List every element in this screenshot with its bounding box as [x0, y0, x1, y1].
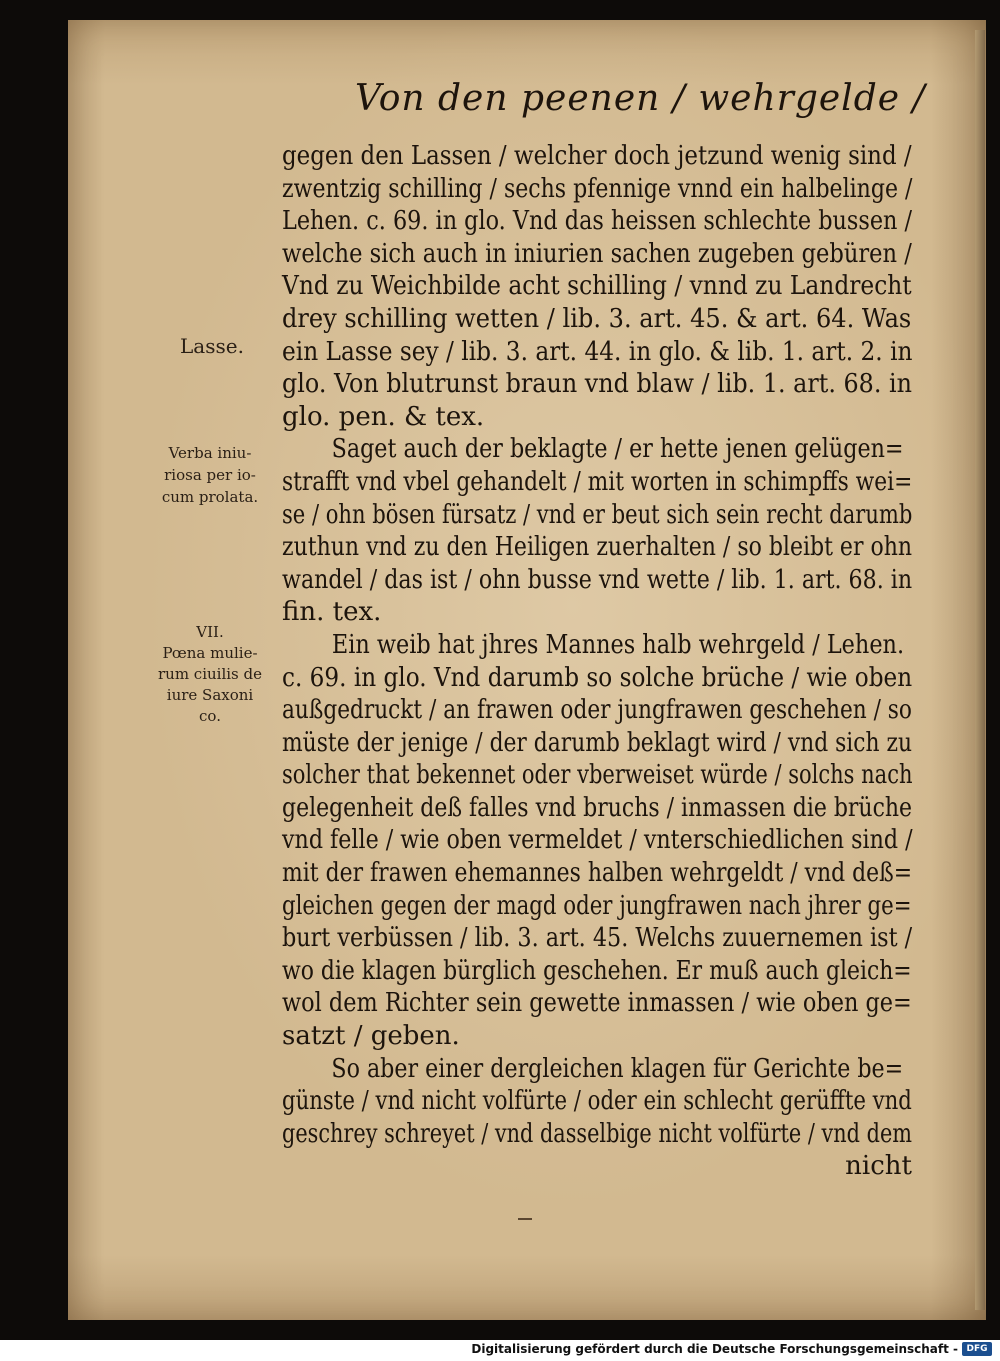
main-text-block: [282, 140, 912, 1183]
text-line: fin. tex.: [282, 597, 382, 628]
text-line: So aber einer dergleichen klagen für Gerichte be=: [331, 1053, 904, 1084]
margin-note-line: Verba iniu-: [168, 444, 252, 462]
margin-note-verba: [140, 442, 280, 508]
footer-bar: [0, 1340, 1000, 1361]
text-line: ein Lasse sey / lib. 3. art. 44. in glo. & lib. 1. art. 2. in: [282, 336, 913, 367]
margin-note-line: VII.: [196, 623, 224, 641]
text-line: glo. Von blutrunst braun vnd blaw / lib. 1. art. 68. in: [282, 369, 912, 400]
running-header: Von den peenen / wehrgelde /: [355, 78, 926, 119]
text-line: drey schilling wetten / lib. 3. art. 45. & art. 64. Was: [282, 303, 912, 334]
margin-note-line: co.: [199, 707, 221, 725]
text-line: vnd felle / wie oben vermeldet / vnterschiedlichen sind /: [282, 825, 913, 856]
margin-note-line: cum prolata.: [161, 488, 259, 506]
margin-note-lasse: Lasse.: [180, 334, 244, 358]
text-line: zuthun vnd zu den Heiligen zuerhalten / so bleibt er ohn: [282, 532, 913, 563]
ink-mark: [518, 1218, 532, 1220]
margin-note-line: riosa per io-: [164, 466, 256, 484]
text-line: gegen den Lassen / welcher doch jetzund wenig sind /: [282, 141, 912, 171]
text-line: strafft vnd vbel gehandelt / mit worten in schimpffs wei=: [282, 466, 913, 497]
text-line: mit der frawen ehemannes halben wehrgeldt / vnd deß=: [282, 858, 913, 889]
text-line: c. 69. in glo. Vnd darumb so solche brüche / wie oben: [282, 662, 913, 693]
text-line: Saget auch der beklagte / er hette jenen gelügen=: [331, 434, 904, 465]
margin-note-vii: [140, 622, 280, 727]
text-line: Ein weib hat jhres Mannes halb wehrgeld / Lehen.: [331, 629, 905, 660]
margin-note-line: rum ciuilis de: [157, 665, 263, 683]
dfg-logo-icon: DFG: [962, 1342, 992, 1356]
text-line: burt verbüssen / lib. 3. art. 45. Welchs zuuernemen ist /: [282, 923, 913, 954]
margin-note-line: Pœna mulie-: [162, 644, 258, 662]
text-line: wol dem Richter sein gewette inmassen / wie oben ge=: [282, 988, 912, 1019]
text-line: welche sich auch in iniurien sachen zugeben gebüren /: [282, 238, 912, 269]
margin-note-line: iure Saxoni: [166, 686, 254, 704]
text-line: gleichen gegen der magd oder jungfrawen nach jhrer ge=: [282, 890, 912, 921]
text-line: glo. pen. & tex.: [282, 401, 485, 432]
text-line: zwentzig schilling / sechs pfennige vnnd ein halbelinge /: [282, 173, 913, 204]
catchword: nicht: [845, 1151, 912, 1182]
text-line: gelegenheit deß falles vnd bruchs / inmassen die brüche: [282, 792, 913, 823]
text-line: geschrey schreyet / vnd dasselbige nicht volfürte / vnd dem: [282, 1118, 913, 1149]
text-line: satzt / geben.: [282, 1021, 460, 1052]
text-line: wo die klagen bürglich geschehen. Er muß auch gleich=: [282, 955, 912, 986]
page-edge: [975, 30, 985, 1310]
text-line: müste der jenige / der darumb beklagt wird / vnd sich zu: [282, 727, 913, 758]
text-line: Lehen. c. 69. in glo. Vnd das heissen schlechte bussen /: [282, 206, 913, 237]
text-line: außgedruckt / an frawen oder jungfrawen geschehen / so: [282, 695, 912, 726]
text-line: wandel / das ist / ohn busse vnd wette / lib. 1. art. 68. in: [282, 564, 913, 595]
text-line: se / ohn bösen fürsatz / vnd er beut sich sein recht darumb: [282, 499, 913, 530]
text-line: solcher that bekennet oder vberweiset würde / solchs nach: [282, 760, 913, 791]
text-line: Vnd zu Weichbilde acht schilling / vnnd zu Landrecht: [282, 271, 912, 302]
text-line: günste / vnd nicht volfürte / oder ein schlecht gerüffte vnd: [282, 1086, 912, 1117]
funding-credit: Digitalisierung gefördert durch die Deutsche Forschungsgemeinschaft -: [471, 1342, 958, 1356]
